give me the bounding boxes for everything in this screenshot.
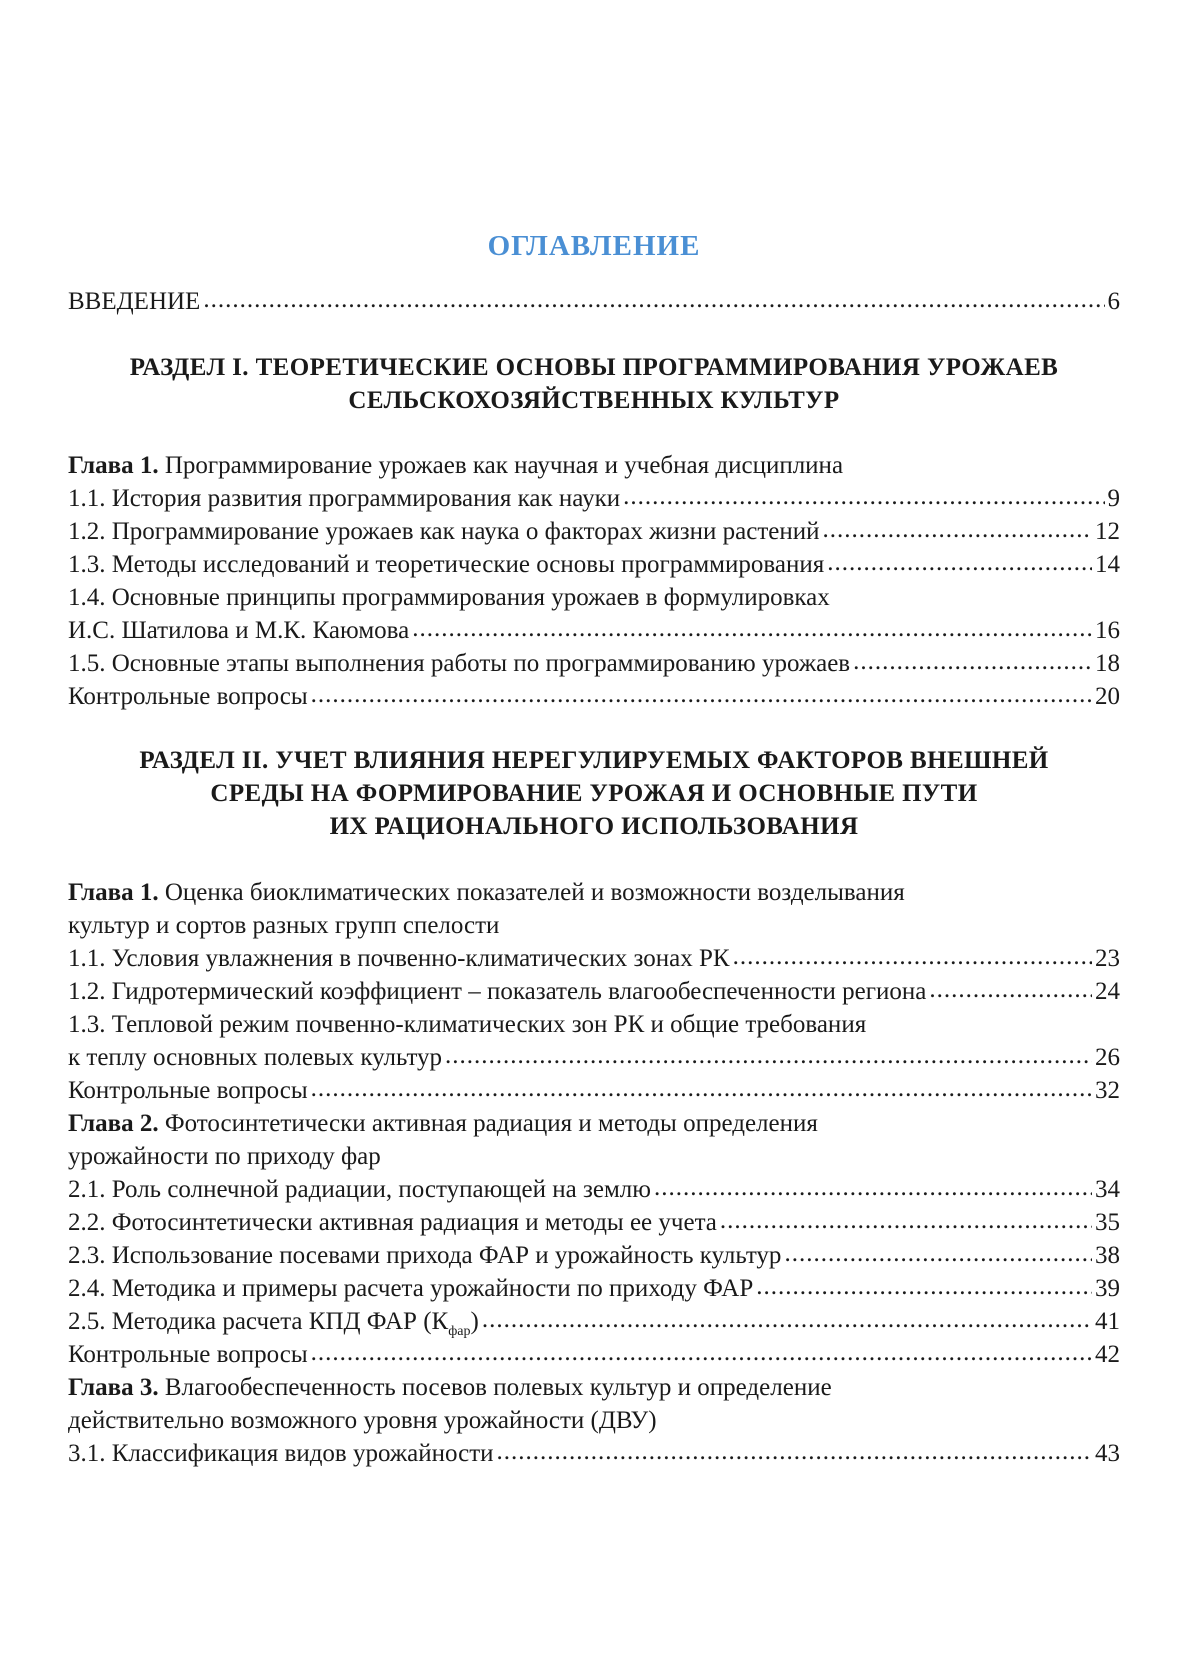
toc-entry[interactable]	[68, 548, 1120, 581]
toc-entry[interactable]	[68, 1206, 1120, 1239]
toc-entry-page: 23	[1095, 945, 1120, 972]
toc-entry-label: 2.1. Роль солнечной радиации, поступающей на землю	[68, 1176, 651, 1203]
chapter-title-continuation: культур и сортов разных групп спелости	[68, 912, 500, 939]
dot-leader	[733, 940, 1092, 973]
toc-entry-page: 35	[1095, 1209, 1120, 1236]
toc-title: ОГЛАВЛЕНИЕ	[487, 230, 701, 262]
toc-entry-label: 2.2. Фотосинтетически активная радиация и методы ее учета	[68, 1209, 717, 1236]
toc-entry-label: 2.4. Методика и примеры расчета урожайности по приходу ФАР	[68, 1275, 754, 1302]
toc-entry-page: 9	[1107, 485, 1120, 512]
toc-entry-page: 42	[1095, 1341, 1120, 1368]
toc-entry-page: 24	[1095, 978, 1120, 1005]
chapter-heading[interactable]	[68, 876, 1120, 909]
dot-leader	[311, 678, 1092, 711]
chapter-label: Глава 2.	[68, 1110, 159, 1137]
chapter-heading[interactable]	[68, 449, 1120, 482]
section-1-heading-line: СЕЛЬСКОХОЗЯЙСТВЕННЫХ КУЛЬТУР	[348, 387, 840, 414]
toc-entry[interactable]	[68, 515, 1120, 548]
chapter-label: Глава 3.	[68, 1374, 159, 1401]
toc-entry-label: 1.3. Методы исследований и теоретические основы программирования	[68, 551, 825, 578]
toc-entry-label: 2.3. Использование посевами прихода ФАР и урожайность культур	[68, 1242, 782, 1269]
chapter-title-continuation: урожайности по приходу фар	[68, 1143, 381, 1170]
toc-entry-label: Контрольные вопросы	[68, 1341, 308, 1368]
toc-entry[interactable]	[68, 1272, 1120, 1305]
section-2-heading-line: РАЗДЕЛ II. УЧЕТ ВЛИЯНИЯ НЕРЕГУЛИРУЕМЫХ ФАКТОРОВ ВНЕШНЕЙ	[139, 747, 1049, 774]
toc-entry[interactable]	[68, 942, 1120, 975]
chapter-label: Глава 1.	[68, 879, 159, 906]
toc-entry-label: 3.1. Классификация видов урожайности	[68, 1440, 494, 1467]
toc-entry-page: 12	[1095, 518, 1120, 545]
dot-leader	[203, 283, 1104, 316]
dot-leader	[654, 1171, 1092, 1204]
toc-entry-page: 6	[1107, 288, 1120, 315]
toc-entry-intro[interactable]	[68, 285, 1120, 318]
chapter-heading[interactable]	[68, 1107, 1120, 1140]
section-1-heading-line: РАЗДЕЛ I. ТЕОРЕТИЧЕСКИЕ ОСНОВЫ ПРОГРАММИРОВАНИЯ УРОЖАЕВ	[129, 354, 1059, 381]
toc-entry-label: 1.1. Условия увлажнения в почвенно-климатических зонах РК	[68, 945, 730, 972]
toc-entry-label: к теплу основных полевых культур	[68, 1044, 443, 1071]
subscript: фар	[448, 1324, 471, 1339]
dot-leader	[823, 513, 1092, 546]
toc-entry-page: 26	[1095, 1044, 1120, 1071]
toc-entry-page: 14	[1095, 551, 1120, 578]
toc-entry-label: 1.2. Гидротермический коэффициент – показатель влагообеспеченности региона	[68, 978, 927, 1005]
section-2-heading	[68, 744, 1120, 843]
toc-entry-page: 34	[1095, 1176, 1120, 1203]
toc-entry-page: 43	[1095, 1440, 1120, 1467]
toc-entry[interactable]	[68, 975, 1120, 1008]
chapter-label: Глава 1.	[68, 452, 159, 479]
toc-entry[interactable]	[68, 482, 1120, 515]
dot-leader	[412, 612, 1092, 645]
toc-entry-label: Контрольные вопросы	[68, 683, 308, 710]
chapter-title-continuation: действительно возможного уровня урожайности (ДВУ)	[68, 1407, 657, 1434]
toc-entry[interactable]	[68, 647, 1120, 680]
dot-leader	[720, 1204, 1092, 1237]
toc-entry[interactable]	[68, 1305, 1120, 1338]
toc-entry-label: И.С. Шатилова и М.К. Каюмова	[68, 617, 410, 644]
chapter-title: Фотосинтетически активная радиация и методы определения	[164, 1110, 818, 1137]
section-1-heading	[68, 351, 1120, 417]
dot-leader	[827, 546, 1092, 579]
dot-leader	[311, 1336, 1092, 1369]
toc-entry-text-after: )	[470, 1308, 479, 1335]
chapter-title: Программирование урожаев как научная и учебная дисциплина	[164, 452, 844, 479]
toc-entry-page: 32	[1095, 1077, 1120, 1104]
dot-leader	[497, 1435, 1092, 1468]
toc-entry-first-line[interactable]: 1.3. Тепловой режим почвенно-климатических зон РК и общие требования	[68, 1011, 867, 1038]
toc-entry-page: 39	[1095, 1275, 1120, 1302]
toc-entry[interactable]	[68, 1338, 1120, 1371]
toc-entry-page: 18	[1095, 650, 1120, 677]
toc-entry-text: 2.5. Методика расчета КПД ФАР (К	[68, 1308, 449, 1335]
toc-entry-label: 1.5. Основные этапы выполнения работы по программированию урожаев	[68, 650, 851, 677]
toc-entry-first-line[interactable]: 1.4. Основные принципы программирования урожаев в формулировках	[68, 584, 830, 611]
toc-entry-label: ВВЕДЕНИЕ	[68, 288, 201, 315]
chapter-title: Оценка биоклиматических показателей и возможности возделывания	[164, 879, 905, 906]
dot-leader	[623, 480, 1104, 513]
toc-entry-page: 16	[1095, 617, 1120, 644]
toc-entry[interactable]	[68, 1437, 1120, 1470]
dot-leader	[929, 973, 1092, 1006]
toc-entry[interactable]	[68, 1173, 1120, 1206]
toc-entry-label: Контрольные вопросы	[68, 1077, 308, 1104]
toc-entry[interactable]	[68, 1239, 1120, 1272]
toc-entry-label: 1.2. Программирование урожаев как наука о факторах жизни растений	[68, 518, 820, 545]
toc-entry[interactable]	[68, 1041, 1120, 1074]
chapter-title: Влагообеспеченность посевов полевых культур и определение	[164, 1374, 832, 1401]
section-2-heading-line: СРЕДЫ НА ФОРМИРОВАНИЕ УРОЖАЯ И ОСНОВНЫЕ ПУТИ	[210, 780, 978, 807]
chapter-heading[interactable]	[68, 1371, 1120, 1404]
dot-leader	[445, 1039, 1092, 1072]
toc-entry-label: 1.1. История развития программирования как науки	[68, 485, 621, 512]
dot-leader	[311, 1072, 1092, 1105]
toc-entry-page: 41	[1095, 1308, 1120, 1335]
toc-entry[interactable]	[68, 680, 1120, 713]
toc-entry-page: 38	[1095, 1242, 1120, 1269]
toc-entry[interactable]	[68, 614, 1120, 647]
toc-entry-page: 20	[1095, 683, 1120, 710]
dot-leader	[853, 645, 1092, 678]
dot-leader	[482, 1303, 1092, 1336]
toc-entry[interactable]	[68, 1074, 1120, 1107]
section-2-heading-line: ИХ РАЦИОНАЛЬНОГО ИСПОЛЬЗОВАНИЯ	[329, 813, 859, 840]
dot-leader	[784, 1237, 1092, 1270]
dot-leader	[756, 1270, 1092, 1303]
